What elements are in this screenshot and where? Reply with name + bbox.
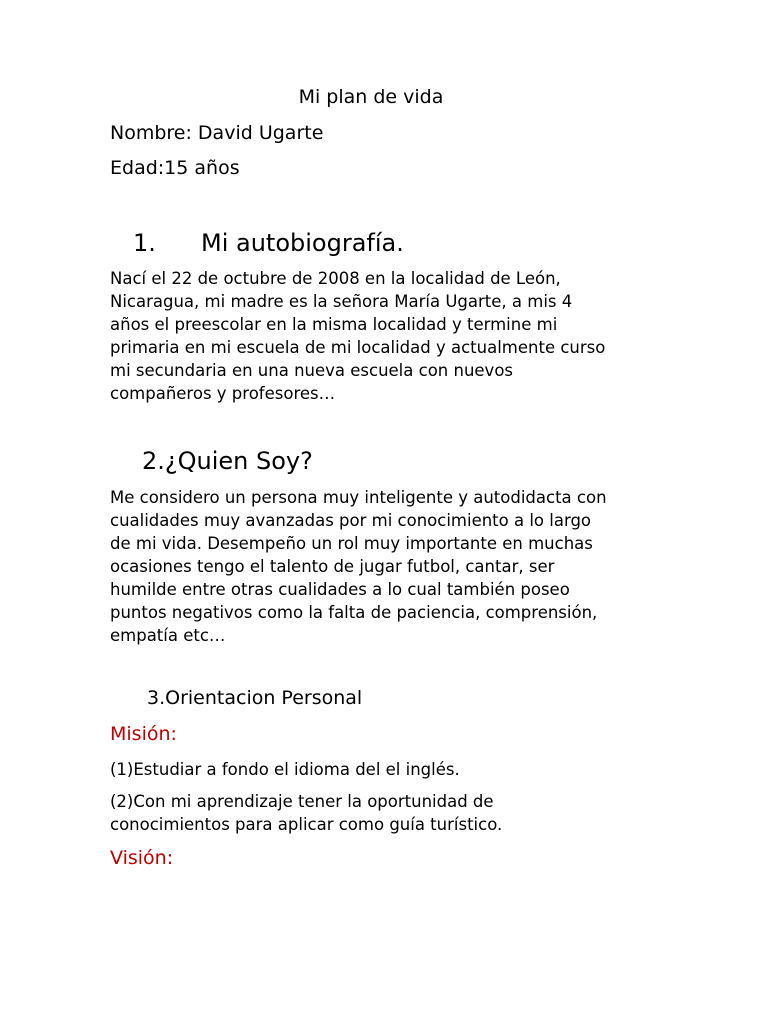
paragraph-line: puntos negativos como la falta de paciencia, comprensión, (110, 603, 598, 622)
paragraph-line: ocasiones tengo el talento de jugar futbol, cantar, ser (110, 557, 555, 576)
paragraph-line: Nací el 22 de octubre de 2008 en la localidad de León, (110, 269, 561, 288)
section-3-heading: 3.Orientacion Personal (147, 687, 363, 709)
mision-item-line: (2)Con mi aprendizaje tener la oportunidad de (110, 792, 494, 811)
paragraph-line: Nicaragua, mi madre es la señora María Ugarte, a mis 4 (110, 292, 573, 311)
section-2-heading: 2.¿Quien Soy? (142, 447, 313, 475)
mision-item-2 (110, 790, 670, 836)
age-line: Edad:15 años (110, 157, 240, 179)
mision-item-line: conocimientos para aplicar como guía turístico. (110, 815, 503, 834)
paragraph-line: primaria en mi escuela de mi localidad y actualmente curso (110, 338, 606, 357)
paragraph-line: años el preescolar en la misma localidad y termine mi (110, 315, 558, 334)
mision-label: Misión: (110, 723, 177, 745)
paragraph-line: compañeros y profesores… (110, 384, 336, 403)
who-am-i-paragraph (110, 486, 670, 647)
paragraph-line: humilde entre otras cualidades a lo cual también poseo (110, 580, 570, 599)
autobiography-paragraph (110, 267, 670, 405)
vision-label: Visión: (110, 847, 174, 869)
section-1-title: Mi autobiografía. (201, 229, 404, 257)
paragraph-line: cualidades muy avanzadas por mi conocimiento a lo largo (110, 511, 592, 530)
paragraph-line: de mi vida. Desempeño un rol muy importante en muchas (110, 534, 593, 553)
mision-item-1: (1)Estudiar a fondo el idioma del el inglés. (110, 760, 460, 779)
paragraph-line: mi secundaria en una nueva escuela con nuevos (110, 361, 514, 380)
section-1-heading (133, 227, 404, 259)
section-1-number: 1. (133, 229, 156, 257)
name-line: Nombre: David Ugarte (110, 122, 324, 144)
paragraph-line: Me considero un persona muy inteligente y autodidacta con (110, 488, 607, 507)
paragraph-line: empatía etc… (110, 626, 226, 645)
document-title: Mi plan de vida (298, 86, 444, 108)
